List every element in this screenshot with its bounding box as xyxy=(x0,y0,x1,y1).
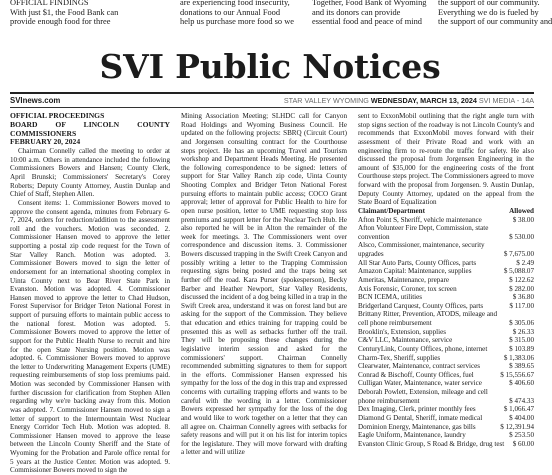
claim-amount: $ 60.00 xyxy=(512,439,534,448)
section-heading: OFFICIAL PROCEEDINGS xyxy=(10,111,105,120)
claim-amount: $ 12,391.94 xyxy=(500,422,534,431)
fragment-column-2 xyxy=(180,0,302,27)
claim-amount: $ 15,556.67 xyxy=(500,370,534,379)
fragment-line: essential food and peace of mind xyxy=(312,17,422,27)
claim-description: Conrad & Bischoff, County Offices, fuel xyxy=(358,370,474,379)
claims-table-header xyxy=(358,207,534,216)
claim-description: Brooklin's, Extension, supplies xyxy=(358,327,446,336)
claim-amount: $ 117.00 xyxy=(509,301,534,310)
divider xyxy=(10,107,534,108)
claim-row xyxy=(358,328,534,337)
claim-amount: $ 253.50 xyxy=(509,431,534,440)
claim-description: Culligan Water, Maintenance, water service xyxy=(358,379,482,388)
fragment-line: donations to our Annual Food xyxy=(180,7,281,17)
claim-description: Charm-Tex, Sheriff, supplies xyxy=(358,353,441,362)
previous-page-fragment xyxy=(0,0,552,46)
fragment-line: With just $1, the Food Bank can xyxy=(10,7,119,17)
claim-amount: $ 406.60 xyxy=(509,379,534,388)
claim-amount: $ 38.00 xyxy=(512,215,534,224)
claim-row xyxy=(358,276,534,285)
fragment-line: Everything we do is fueled by xyxy=(438,7,539,17)
fragment-line: provide enough food for three xyxy=(10,17,111,27)
paragraph: Chairman Connelly called the meeting to order at 10:00 a.m. Others in attendance included the following Commissioners Bowers and Hansen; County Clerk, April Brunski; Commissioners' Secretary's Corey Roberts; Deputy County Attorney, Austin Dunlap and Chief of Staff, Stephen Allen. xyxy=(10,147,170,199)
claim-row xyxy=(358,216,534,225)
claim-description: Bridgerland Carquest, County Offices, parts xyxy=(358,301,484,310)
meeting-date: FEBRUARY 20, 2024 xyxy=(10,137,81,147)
website-link[interactable]: SVInews.com xyxy=(10,96,61,105)
claim-amount: $ 122.62 xyxy=(509,275,534,284)
paragraph: sent to ExxonMobil outlining that the right angle turn with stop signs section of the roadway is not Lincoln County's and recommends that ExxonMobil moves forward with their assessment of their Private Road and work with an engineering firm to re-route the traffic for safety. He also discussed the proposal from Jorgensen Engineering in the amount of $35,000 for the engineering costs of the front Courthouse steps project. The Commissioners agreed to move forward with the proposal from Jorgensen. 9. Austin Dunlap, Deputy County Attorney, updated on the appeal from the State Board of Equalization xyxy=(358,112,534,207)
claim-amount: $ 474.33 xyxy=(509,396,534,405)
claim-description: All Star Auto Parts, County Offices, parts xyxy=(358,258,477,267)
claim-row xyxy=(358,302,534,311)
claim-amount: $ 103.89 xyxy=(509,344,534,353)
claim-row xyxy=(358,371,534,380)
claim-row xyxy=(358,440,534,449)
fragment-column-3 xyxy=(312,0,428,27)
claim-description: Dominion Energy, Maintenance, gas bills xyxy=(358,422,476,431)
section-page: SVI MEDIA - 14A xyxy=(478,96,534,105)
section-subheading: BOARD OF LINCOLN COUNTY COMMISSIONERS xyxy=(10,119,170,138)
claim-row xyxy=(358,285,534,294)
column-3 xyxy=(358,112,534,448)
claim-description: CenturyLink, County Offices, phone, internet xyxy=(358,344,488,353)
claim-description: Ameritas, Maintenance, prepare xyxy=(358,275,449,284)
dateline xyxy=(10,94,534,107)
fragment-line: and its donors can provide xyxy=(312,7,401,17)
claim-description: Amazon Capital: Maintenance, supplies xyxy=(358,267,472,276)
dateline-info xyxy=(284,94,534,107)
claim-row xyxy=(358,259,534,268)
claim-description: Clearwater, Maintenance, contract services xyxy=(358,362,481,371)
claim-description: Evanston Clinic Group, S Road & Bridge, drug test xyxy=(358,439,505,448)
claim-amount: $ 389.65 xyxy=(509,362,534,371)
claim-description: Afton Point S, Sheriff, vehicle maintenance xyxy=(358,215,482,224)
paragraph: Consent items: 1. Commissioner Bowers moved to approve the consent agenda, minutes from February 6-7, 2024, orders for reduction/addition to the assessment roll and the vouchers. Motion was seconded. 2. Commissioner Hansen moved to approve the letter supporting a postal zip code request for the Town of Star Valley Ranch. Motion was adopted. 3. Commissioner Bowers moved to sign the letter of endorsement for an international shooting complex in Uinta County next to Bear River State Park in Evanston. Motion was adopted. 4. Commissioner Hansen moved to approve the letter to Chad Hudson, Forest Supervisor for Bridger Teton National Forest in support of pursuing efforts to maintain public access to the national forest. Motion was adopted. 5. Commissioner Bowers moved to approve the letter of support for the Public Health Nurse to recruit and hire for the open State Nursing position. Motion was adopted. 6. Commissioner Bowers moved to approve the letter to Underwriting Management Experts (UME) requesting reimbursements of stop loss premiums paid. Motion was seconded by Commissioner Hansen with further discussion for clarification from Stephen Allen regarding why we're backing away from this. Motion was adopted. 7. Commissioner Hansen moved to sign a letter of support to the Intermountain West Nuclear Energy Corridor Tech Hub. Motion was adopted. 8. Commissioner Hansen moved to approve the lease between the Lincoln County Sheriff and the State of Wyoming for the Probation and Parole office rental for 5 years at the Justice Center. Motion was adopted. 9. Commissioner Bowers moved to sign the xyxy=(10,198,170,475)
fragment-line: the support of our community and xyxy=(438,17,552,27)
issue-date: WEDNESDAY, MARCH 13, 2024 xyxy=(370,96,477,105)
claim-row xyxy=(358,267,534,276)
fragment-line: Together, Food Bank of Wyoming xyxy=(312,0,427,7)
claim-description: Diamond G Dental, Sheriff, inmate medical xyxy=(358,413,483,422)
claim-row xyxy=(358,241,534,258)
claims-header-label: Claimant/Department xyxy=(358,206,425,215)
claim-row xyxy=(358,414,534,423)
page-title: SVI Public Notices xyxy=(99,47,441,86)
claim-row xyxy=(358,293,534,302)
claim-row xyxy=(358,431,534,440)
claim-row xyxy=(358,362,534,371)
claim-description: Dex Imaging, Clerk, printer monthly fees xyxy=(358,405,476,414)
claim-description: C&V LLC, Maintenance, service xyxy=(358,336,453,345)
claim-amount: $ 1,066.47 xyxy=(503,405,534,414)
claim-amount: $ 1,383.06 xyxy=(503,353,534,362)
claim-amount: $ 305.06 xyxy=(509,319,534,327)
fragment-line: OFFICIAL FINDINGS xyxy=(10,0,89,7)
claim-amount: $ 530.00 xyxy=(509,232,534,241)
claim-amount: $ 2.49 xyxy=(516,258,534,267)
claim-amount: $ 5,088.07 xyxy=(503,267,534,276)
claim-amount: $ 282.00 xyxy=(509,284,534,293)
paragraph: Mining Association Meeting; SLHDC call for Canyon Road Holdings and Wyoming Business Council. He updated on the following projects: SBRQ (Circuit Court) and Jorgensen consulting contract for the Courthouse steps project. He has an upcoming Travel and Tourism workshop and Department Heads Meeting. He presented the following correspondence to be signed: letters of support for Star Valley Ranch zip code, Uinta County Shooting Complex and Bridger Teton National Forest pursuing efforts to maintain public access; COCO Grant approval; letter of approval for Public Health to hire for open nurse position, letter to UME requesting stop loss premiums and support letter for the Nuclear Tech Hub. He also reported he will be in Alton the remainder of the week for meetings. 3. The Commissioners went over correspondence and discussion items. 3. Commissioner Bowers discussed trapping in the Swift Creek Canyon and possibly writing a letter to the Trapping Commission requesting signs being posted and the traps being set further off the road. Kara Purser (spokesperson), Becky Barber and Heather Newport, Star Valley Residents, discussed the incident of a dog being killed in a trap in the Swift Creek area, understand it was on forest land but are asking for the support of the Commission. They believe that education and ethics training for trapping could be presented this as well as setbacks further off the trail. They will be proposing these changes during the legislative interim session and asked for the commissioners' support. Chairman Connelly recommended submitting signatures to them for support in the efforts. Commissioner Hansen expressed his sympathy for the loss of the dog in this trap and expressed concerns with curtailing trapping efforts and wants to be careful with the wording in a letter. Commissioner Bowers expressed her sympathy for the loss of the dog and would like to work together on a letter that they can all agree on. Chairman Connelly agrees with setbacks for safety reasons and will put it on his list for interim topics for the legislature. They will move forward with drafting a letter and will utilize xyxy=(181,112,347,457)
claim-amount: $ 26.33 xyxy=(512,327,534,336)
claim-row xyxy=(358,423,534,432)
masthead xyxy=(0,44,540,92)
claim-row xyxy=(358,405,534,414)
claim-description: Axis Forensic, Coroner, tox screen xyxy=(358,284,457,293)
column-1 xyxy=(10,111,170,475)
claim-row xyxy=(358,388,534,405)
claim-row xyxy=(358,354,534,363)
claim-amount: $ 36.80 xyxy=(512,293,534,302)
fragment-column-4 xyxy=(438,0,552,27)
claim-description: Alsco, Commissioner, maintenance, security upgrades xyxy=(358,241,485,258)
fragment-column-1 xyxy=(10,0,170,27)
claim-description: Brittany Ritter, Prevention, ATODS, mileage and cell phone reimbursement xyxy=(358,310,498,327)
claim-amount: $ 7,675.00 xyxy=(503,250,534,258)
claim-description: BCN ICEMA, utilities xyxy=(358,293,423,302)
claim-amount: $ 315.00 xyxy=(509,336,534,345)
claims-header-value: Allowed xyxy=(509,206,534,215)
claim-row xyxy=(358,379,534,388)
notices-body xyxy=(10,111,534,475)
paper-name: STAR VALLEY WYOMING xyxy=(283,96,369,105)
fragment-line: help us purchase more food so we xyxy=(180,17,294,27)
claim-description: Eagle Uniform, Maintenance, laundry xyxy=(358,431,466,440)
claim-row xyxy=(358,336,534,345)
claim-description: Afton Volunteer Fire Dept, Commission, state convention xyxy=(358,224,489,241)
claim-row xyxy=(358,224,534,241)
claim-row xyxy=(358,345,534,354)
fragment-line: are experiencing food insecurity, xyxy=(180,0,290,7)
claim-amount: $ 404.00 xyxy=(509,413,534,422)
column-2 xyxy=(181,112,347,457)
claim-description: Deborah Powlett, Extension, mileage and cell phone reimbursement xyxy=(358,388,488,405)
fragment-line: the support of our community. xyxy=(438,0,540,7)
claim-row xyxy=(358,310,534,327)
claims-list xyxy=(358,216,534,449)
